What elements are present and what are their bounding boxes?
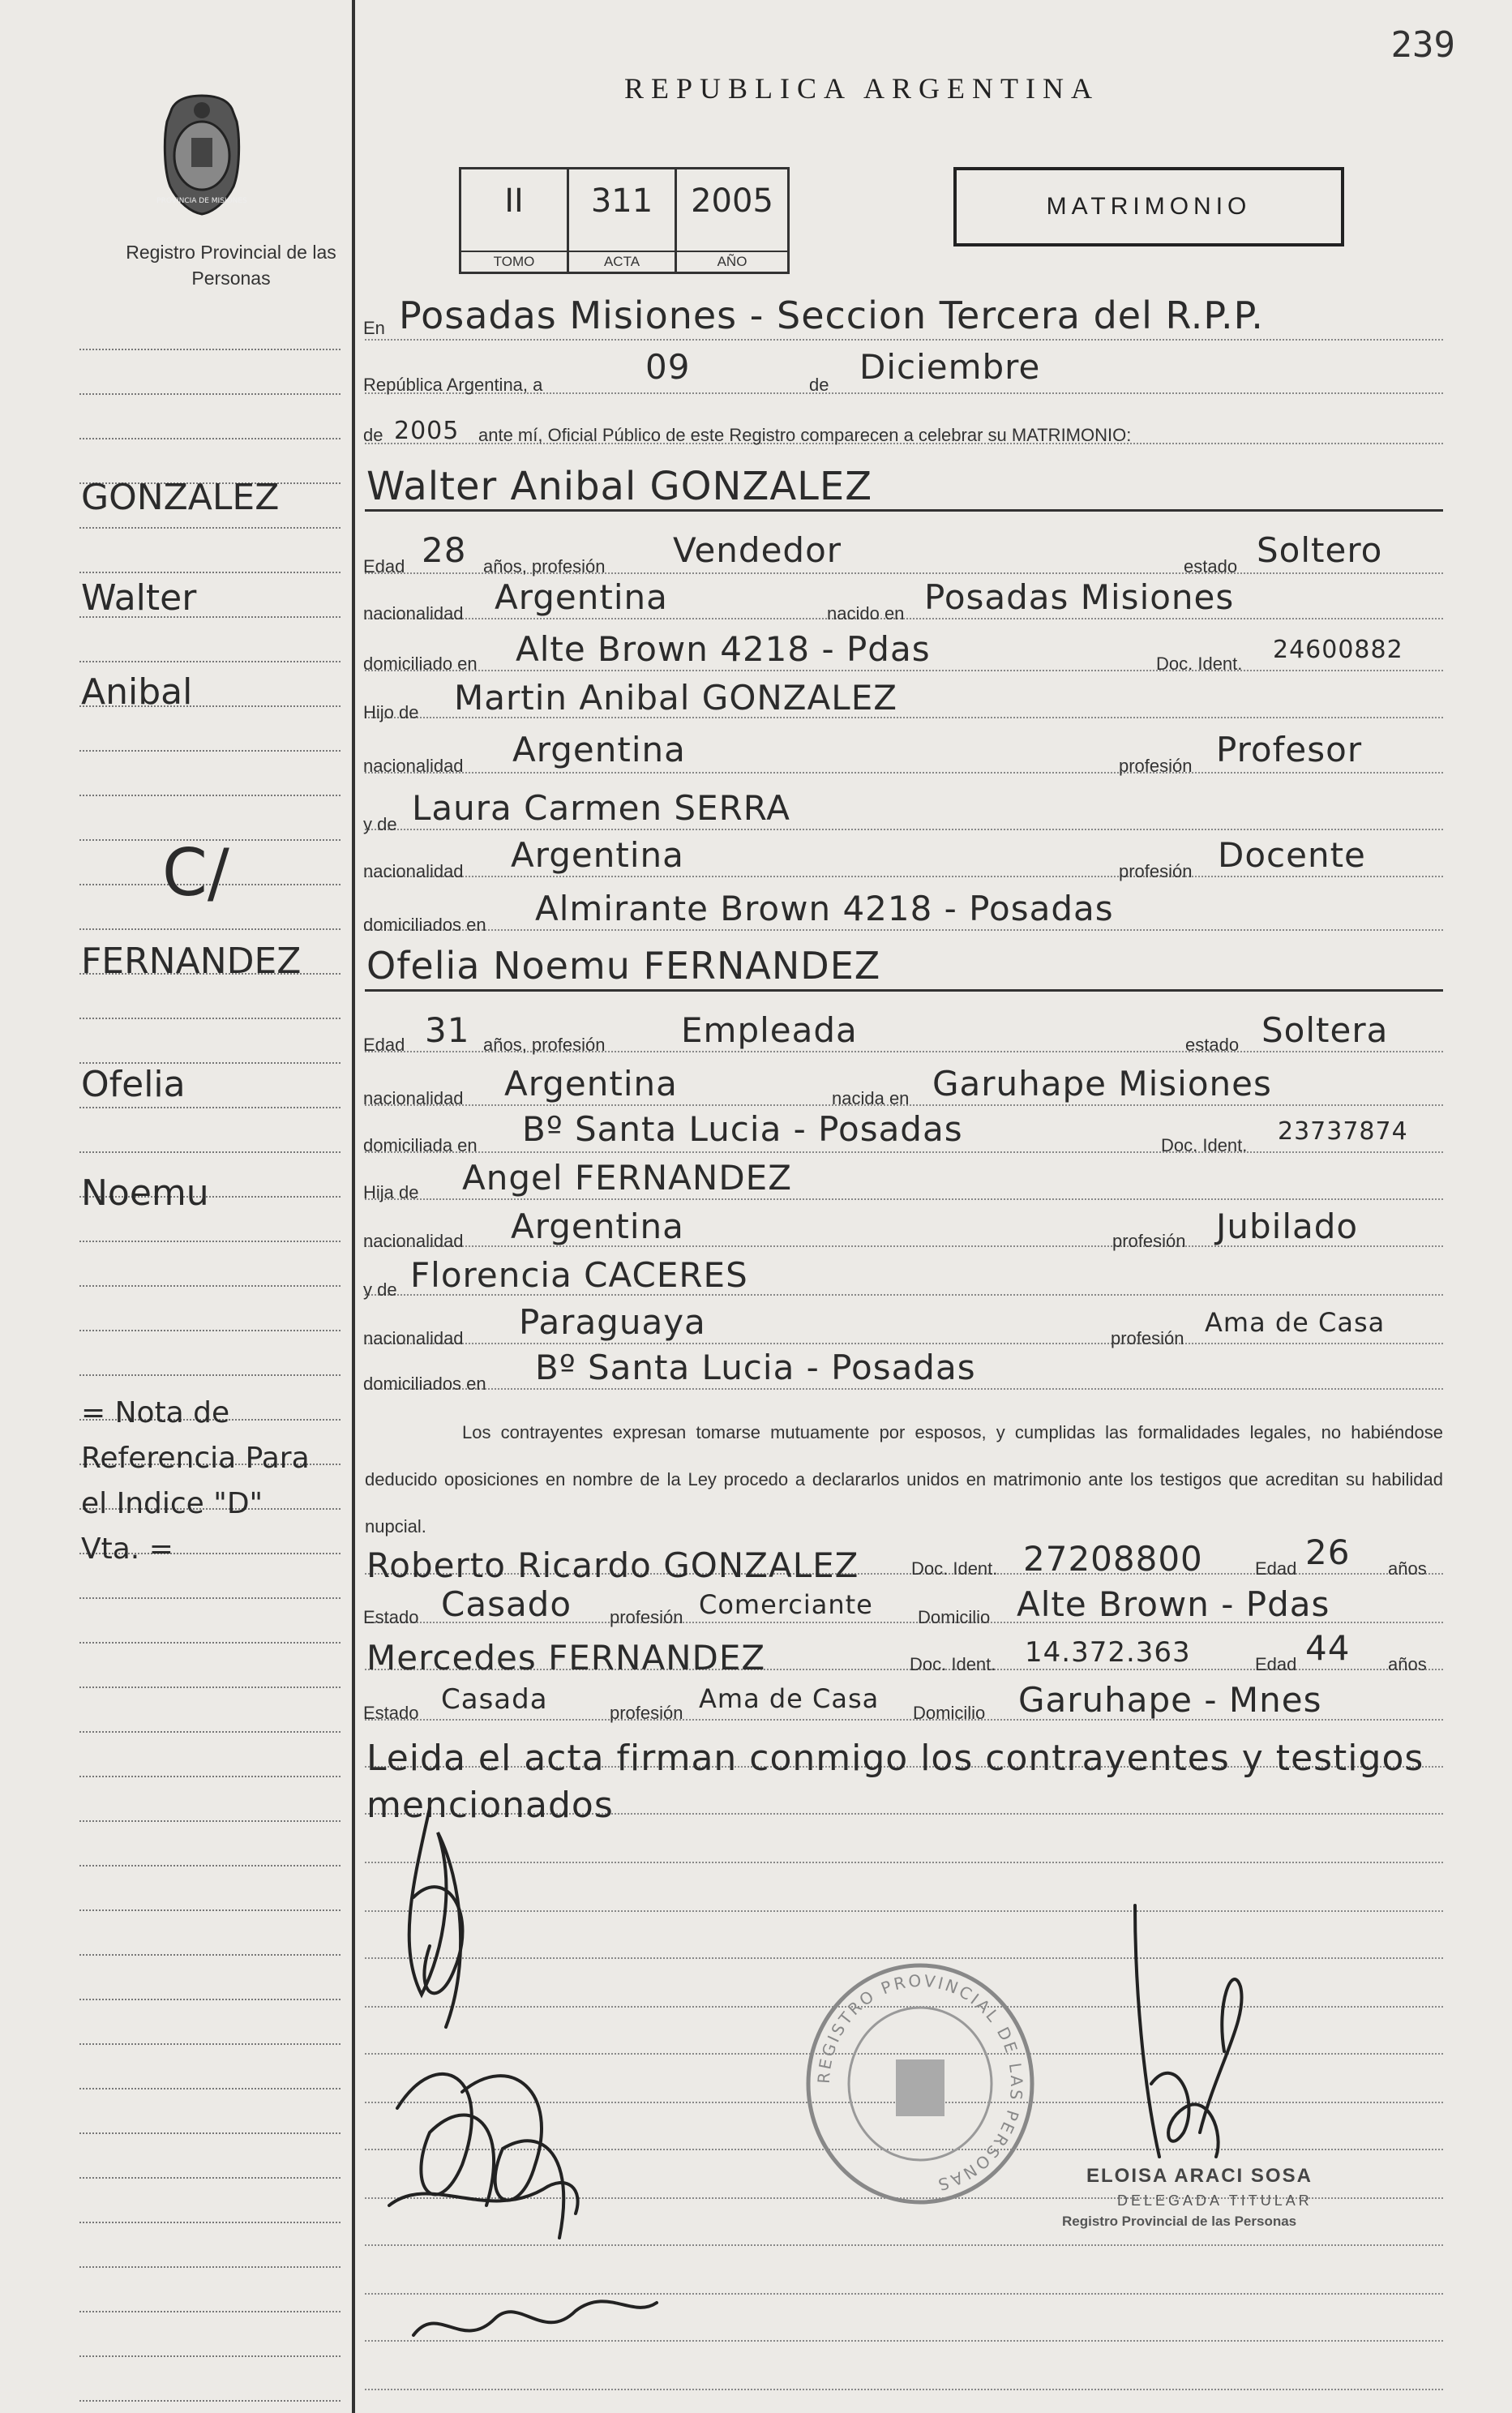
witness-2-age: 44 xyxy=(1305,1628,1351,1668)
groom-parents-address: Almirante Brown 4218 - Posadas xyxy=(535,889,1114,928)
acta-cell xyxy=(569,169,677,272)
bride-born-in: Garuhape Misiones xyxy=(932,1064,1272,1104)
bride-nacida-label: nacida en xyxy=(832,1088,910,1108)
groom-father-nacionalidad-label: nacionalidad xyxy=(363,756,464,776)
groom-age: 28 xyxy=(422,530,467,570)
bride-father-nationality: Argentina xyxy=(511,1206,684,1246)
acta-label: ACTA xyxy=(569,251,675,272)
witness-1-profession: Comerciante xyxy=(699,1589,873,1620)
margin-bride-first: Ofelia xyxy=(81,1064,186,1105)
bride-address: Bº Santa Lucia - Posadas xyxy=(522,1109,963,1149)
margin-bride-surname: FERNANDEZ xyxy=(81,941,302,982)
groom-profesion-label: años, profesión xyxy=(483,556,606,576)
witness-2-address: Garuhape - Mnes xyxy=(1018,1680,1322,1720)
witness-1-estado-label: Estado xyxy=(363,1607,419,1627)
provincial-seal-icon xyxy=(151,89,253,219)
en-label: En xyxy=(363,318,385,338)
de-label: de xyxy=(809,375,829,395)
bride-nacionalidad-label: nacionalidad xyxy=(363,1088,464,1108)
witness-1-profesion-label: profesión xyxy=(610,1607,683,1627)
bride-father-profession: Jubilado xyxy=(1216,1206,1359,1246)
groom-estado-label: estado xyxy=(1184,556,1238,576)
bride-estado-label: estado xyxy=(1185,1035,1240,1055)
official-title: DELEGADA TITULAR xyxy=(1117,2192,1313,2209)
official-org: Registro Provincial de las Personas xyxy=(1062,2214,1297,2229)
witness-1-anos-label: años xyxy=(1388,1558,1427,1579)
groom-mother-profession: Docente xyxy=(1218,835,1366,875)
bride-mother-nationality: Paraguaya xyxy=(519,1302,706,1342)
groom-father: Martin Anibal GONZALEZ xyxy=(454,678,898,718)
margin-groom-second: Anibal xyxy=(81,671,193,713)
bride-hija-label: Hija de xyxy=(363,1182,419,1202)
groom-nationality: Argentina xyxy=(495,577,668,617)
declaration-text: Los contrayentes expresan tomarse mutuamente por esposos, y cumplidas las formalidades legales, no habiéndose deducido oposiciones en nombre de la Ley procedo a declararlos unidos en matrimonio ante los testigos que acreditan su habilidad nupcial. xyxy=(365,1422,1443,1537)
margin-groom-surname: GONZALEZ xyxy=(81,477,280,518)
signature-official xyxy=(1103,1889,1289,2181)
page-number: 239 xyxy=(1390,24,1455,66)
document-type: MATRIMONIO xyxy=(1046,193,1252,220)
bride-mother-profesion-label: profesión xyxy=(1111,1328,1184,1348)
bride-name: Ofelia Noemu FERNANDEZ xyxy=(366,944,881,988)
bride-mother-nacionalidad-label: nacionalidad xyxy=(363,1328,464,1348)
witness-2-doc: 14.372.363 xyxy=(1025,1636,1191,1669)
bride-father-profesion-label: profesión xyxy=(1112,1231,1186,1251)
de2-label: de xyxy=(363,425,383,445)
witness-2-profession: Ama de Casa xyxy=(699,1683,880,1714)
groom-domiciliado-label: domiciliado en xyxy=(363,654,478,674)
registry-stamp xyxy=(803,1962,1038,2205)
ano-cell xyxy=(677,169,787,272)
witness-2-status: Casada xyxy=(441,1683,548,1716)
groom-nacido-label: nacido en xyxy=(827,603,905,624)
seal-text: PROVINCIA DE MISIONES xyxy=(156,197,247,205)
bride-mother-profession: Ama de Casa xyxy=(1205,1307,1386,1338)
groom-mother: Laura Carmen SERRA xyxy=(412,788,791,828)
margin-groom-first: Walter xyxy=(81,577,197,619)
page-title: REPUBLICA ARGENTINA xyxy=(624,72,1100,105)
margin-reference-note: = Nota de Referencia Para el Indice "D" Vta. = xyxy=(81,1396,310,1566)
bride-father: Angel FERNANDEZ xyxy=(462,1158,792,1198)
groom-yde-label: y de xyxy=(363,814,397,834)
bride-yde-label: y de xyxy=(363,1279,397,1300)
closing-text: Leida el acta firman conmigo los contrayentes y testigos mencionados xyxy=(366,1738,1424,1826)
witness-2-doc-label: Doc. Ident. xyxy=(910,1654,996,1674)
bride-profession: Empleada xyxy=(681,1010,858,1050)
bride-profesion-label: años, profesión xyxy=(483,1035,606,1055)
year-value: 2005 xyxy=(394,417,460,445)
groom-name: Walter Anibal GONZALEZ xyxy=(366,464,873,509)
groom-address: Alte Brown 4218 - Pdas xyxy=(516,629,931,669)
margin-conjunction: C/ xyxy=(162,835,229,911)
witness-1-address: Alte Brown - Pdas xyxy=(1017,1584,1330,1624)
intro-text: ante mí, Oficial Público de este Registro comparecen a celebrar su MATRIMONIO: xyxy=(478,425,1132,445)
groom-mother-nacionalidad-label: nacionalidad xyxy=(363,861,464,881)
groom-doc-label: Doc. Ident. xyxy=(1156,654,1243,674)
witness-2-domicilio-label: Domicilio xyxy=(913,1703,986,1723)
bride-parents-address: Bº Santa Lucia - Posadas xyxy=(535,1348,976,1387)
margin-divider xyxy=(352,0,355,2413)
witness-1-status: Casado xyxy=(441,1584,572,1624)
groom-father-profession: Profesor xyxy=(1216,730,1363,769)
witness-2-anos-label: años xyxy=(1388,1654,1427,1674)
ano-value: 2005 xyxy=(691,182,773,220)
groom-edad-label: Edad xyxy=(363,556,405,576)
tomo-label: TOMO xyxy=(461,251,567,272)
month-value: Diciembre xyxy=(859,347,1041,387)
ano-label: AÑO xyxy=(677,251,787,272)
witness-2-profesion-label: profesión xyxy=(610,1703,683,1723)
groom-status: Soltero xyxy=(1257,530,1383,570)
bride-doc: 23737874 xyxy=(1278,1117,1408,1146)
witness-1-age: 26 xyxy=(1305,1532,1351,1572)
bride-edad-label: Edad xyxy=(363,1035,405,1055)
witness-2-edad-label: Edad xyxy=(1255,1654,1297,1674)
witness-1-domicilio-label: Domicilio xyxy=(918,1607,991,1627)
tomo-value: II xyxy=(504,182,524,220)
witness-1-edad-label: Edad xyxy=(1255,1558,1297,1579)
signatures-contrayentes xyxy=(365,1784,673,2368)
place-value: Posadas Misiones - Seccion Tercera del R.P.P. xyxy=(399,294,1264,337)
groom-nacionalidad-label: nacionalidad xyxy=(363,603,464,624)
registry-name: Registro Provincial de las Personas xyxy=(126,242,336,289)
bride-age: 31 xyxy=(425,1010,470,1050)
groom-father-profesion-label: profesión xyxy=(1119,756,1193,776)
groom-mother-nationality: Argentina xyxy=(511,835,684,875)
document-type-box xyxy=(953,167,1344,246)
groom-hijo-label: Hijo de xyxy=(363,702,419,722)
bride-nationality: Argentina xyxy=(504,1064,678,1104)
groom-mother-profesion-label: profesión xyxy=(1119,861,1193,881)
witness-1-doc-label: Doc. Ident. xyxy=(911,1558,998,1579)
groom-father-nationality: Argentina xyxy=(512,730,686,769)
bride-father-nacionalidad-label: nacionalidad xyxy=(363,1231,464,1251)
groom-doc: 24600882 xyxy=(1273,636,1403,664)
acta-value: 311 xyxy=(590,182,653,220)
witness-1-doc: 27208800 xyxy=(1023,1539,1203,1579)
witness-2-name: Mercedes FERNANDEZ xyxy=(366,1638,766,1678)
groom-born-in: Posadas Misiones xyxy=(924,577,1235,617)
groom-parents-domicilio-label: domiciliados en xyxy=(363,915,486,935)
margin-bride-second: Noemu xyxy=(81,1172,209,1214)
record-box xyxy=(459,167,790,274)
witness-2-estado-label: Estado xyxy=(363,1703,419,1723)
bride-parents-domicilio-label: domiciliados en xyxy=(363,1374,486,1394)
tomo-cell xyxy=(461,169,569,272)
bride-status: Soltera xyxy=(1261,1010,1389,1050)
official-name: ELOISA ARACI SOSA xyxy=(1086,2165,1313,2187)
republica-label: República Argentina, a xyxy=(363,375,543,395)
stamp-text: REGISTRO PROVINCIAL DE LAS PERSONAS xyxy=(813,1970,1027,2196)
bride-doc-label: Doc. Ident. xyxy=(1161,1135,1248,1155)
bride-mother: Florencia CACERES xyxy=(410,1255,748,1295)
witness-1-name: Roberto Ricardo GONZALEZ xyxy=(366,1545,859,1585)
day-value: 09 xyxy=(645,347,691,387)
groom-profession: Vendedor xyxy=(673,530,842,570)
bride-domiciliada-label: domiciliada en xyxy=(363,1135,478,1155)
